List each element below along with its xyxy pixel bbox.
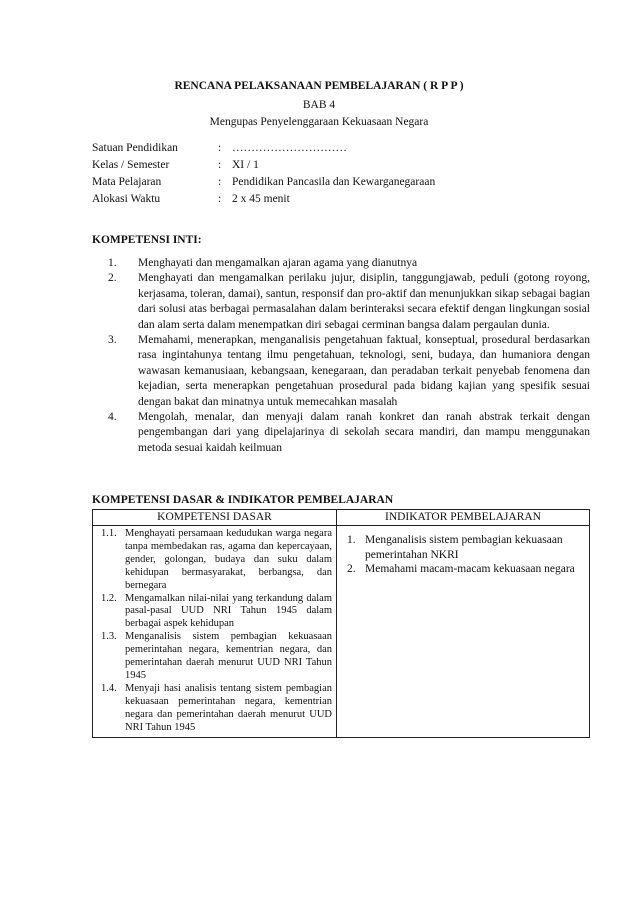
kd-cell [93, 526, 337, 738]
kd-item [97, 528, 332, 593]
info-label: Mata Pelajaran [92, 176, 162, 188]
kompetensi-inti-heading: KOMPETENSI INTI: [92, 234, 202, 246]
indikator-item [341, 562, 585, 577]
column-header-kd: KOMPETENSI DASAR [93, 510, 337, 526]
table-header-row [93, 510, 590, 526]
list-item [108, 271, 590, 333]
kompetensi-inti-list [108, 256, 590, 456]
indikator-number: 1. [347, 534, 356, 546]
list-text: Menghayati dan mengamalkan ajaran agama yang dianutnya [138, 257, 418, 269]
list-number: 2. [108, 272, 117, 285]
info-label: Kelas / Semester [92, 159, 170, 171]
info-label: Satuan Pendidikan [92, 142, 178, 154]
info-label: Alokasi Waktu [92, 193, 161, 205]
list-text: Menghayati dan mengamalkan perilaku jujur, disiplin, tanggungjawab, peduli (gotong royong, kerjasama, toleran, damai), santun, responsif dan pro-aktif dan menunjukkan sikap sebagai bagian dari solusi atas berbagai permasalahan dalam berinteraksi secara efektif dengan lingkungan sosial dan alam serta dalam menempatkan diri sebagai cerminan bangsa dalam pergaulan dunia. [138, 272, 590, 331]
kd-text: Mengamalkan nilai-nilai yang terkandung dalam pasal-pasal UUD NRI Tahun 1945 dalam berbagai aspek kehidupan [125, 592, 332, 630]
chapter-subtitle: Mengupas Penyelenggaraan Kekuasaan Negara [209, 116, 429, 128]
kd-number: 1.4. [101, 682, 117, 694]
kd-text: Menganalisis sistem pembagian kekuasaan pemerintahan negara, kementrian negara, dan pemerintahan daerah menurut UUD NRI Tahun 1945 [125, 631, 332, 681]
indikator-text: Memahami macam-macam kekuasaan negara [365, 563, 575, 575]
info-colon: : [218, 176, 222, 188]
column-header-indikator: INDIKATOR PEMBELAJARAN [337, 510, 590, 526]
indikator-cell [337, 526, 590, 738]
kd-item [97, 631, 332, 683]
indikator-text: Menganalisis sistem pembagian kekuasaan pemerintahan NKRI [365, 534, 563, 561]
kd-item [97, 683, 332, 735]
info-colon: : [218, 159, 222, 171]
info-colon: : [218, 193, 222, 205]
indikator-item [341, 533, 585, 562]
info-value: Pendidikan Pancasila dan Kewarganegaraan [232, 176, 436, 188]
list-item [108, 333, 590, 410]
list-text: Mengolah, menalar, dan menyaji dalam ranah konkret dan ranah abstrak terkait dengan pengembangan dari yang dipelajarinya di sekolah secara mandiri, dan mampu menggunakan metoda sesuai kaidah keilmuan [138, 411, 590, 454]
table-row [93, 526, 590, 738]
kd-number: 1.2. [101, 592, 117, 604]
kompetensi-dasar-heading: KOMPETENSI DASAR & INDIKATOR PEMBELAJARAN [92, 494, 394, 506]
kd-text: Menghayati persamaan kedudukan warga negara tanpa membedakan ras, agama dan kepercayaan, gender, golongan, budaya dan suku dalam kehidupan bermasyarakat, berbangsa, dan bernegara [125, 528, 332, 591]
document-title: RENCANA PELAKSANAAN PEMBELAJARAN ( R P P ) [174, 80, 464, 92]
list-number: 3. [108, 334, 117, 347]
info-colon: : [218, 142, 222, 154]
kd-number: 1.3. [101, 631, 117, 643]
info-value: XI / 1 [232, 159, 259, 171]
kd-text: Menyaji hasi analisis tentang sistem pembagian kekuasaan pemerintahan negara, kementrian negara dan pemerintahan daerah menurut UUD NRI Tahun 1945 [125, 682, 332, 733]
indikator-number: 2. [347, 563, 356, 575]
list-number: 4. [108, 411, 117, 424]
list-item [108, 256, 590, 271]
chapter-label: BAB 4 [302, 99, 336, 111]
list-text: Memahami, menerapkan, menganalisis pengetahuan faktual, konseptual, prosedural berdasarkan rasa ingintahunya tentang ilmu pengetahuan, teknologi, seni, budaya, dan humaniora dengan wawasan kemanusiaan, kebangsaan, kenegaraan, dan peradaban terkait penyebab fenomena dan kejadian, serta menerapkan pengetahuan prosedural pada bidang kajian yang spesifik sesuai dengan bakat dan minatnya untuk memecahkan masalah [138, 334, 590, 408]
kd-item [97, 593, 332, 632]
kd-number: 1.1. [101, 528, 117, 539]
kompetensi-dasar-table [92, 509, 590, 738]
info-value: ………………………… [232, 142, 347, 154]
list-item [108, 410, 590, 456]
indikator-list [341, 528, 585, 577]
list-number: 1. [108, 257, 117, 269]
info-value: 2 x 45 menit [232, 193, 290, 205]
